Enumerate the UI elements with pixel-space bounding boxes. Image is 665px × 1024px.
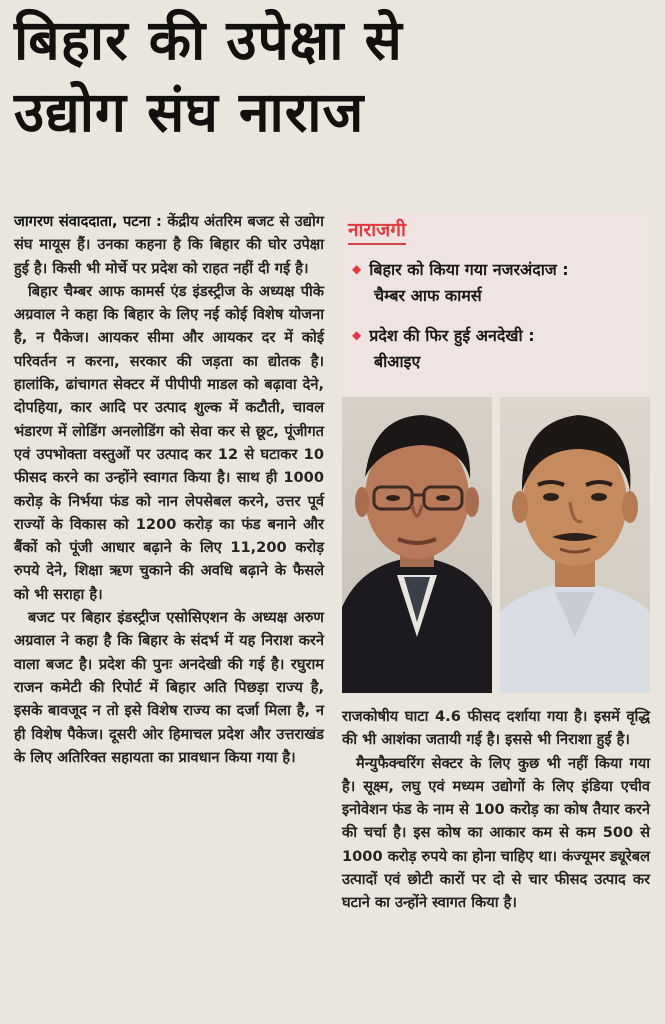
article-column-left xyxy=(14,210,324,769)
diamond-bullet-icon: ◆ xyxy=(352,328,362,342)
portrait-man-glasses-image xyxy=(342,397,492,693)
article-p1-text: केंद्रीय अंतरिम बजट से उद्योग संघ मायूस हैं। उनका कहना है कि बिहार की घोर उपेक्षा हुई है। किसी भी मोर्चे पर प्रदेश को राहत नहीं दी गई है। xyxy=(14,213,324,277)
portrait-man-image xyxy=(500,397,650,693)
article-column-right xyxy=(342,705,650,915)
dateline: जागरण संवाददाता, पटना : xyxy=(14,213,162,230)
photo-man-with-glasses xyxy=(342,397,492,693)
highlight-box xyxy=(342,212,650,392)
highlight-item-1-line-1: बिहार को किया गया नजरअंदाज : xyxy=(369,260,569,279)
headline xyxy=(14,4,654,148)
highlight-item-1 xyxy=(352,256,642,309)
headline-line-2: उद्योग संघ नाराज xyxy=(14,80,365,144)
article-paragraph-3: बजट पर बिहार इंडस्ट्रीज एसोसिएशन के अध्यक्ष अरुण अग्रवाल ने कहा है कि बिहार के संदर्भ में यह निराश करने वाला बजट है। प्रदेश की पुनः अनदेखी की गई है। रघुराम राजन कमेटी की रिपोर्ट में बिहार अति पिछड़ा राज्य है, इसके बावजूद न तो इसे विशेष राज्य का दर्जा मिला है, न ही विशेष पैकेज। दूसरी ओर हिमाचल प्रदेश और उत्तराखंड के लिए अतिरिक्त सहायता का प्रावधान किया गया है। xyxy=(14,609,324,766)
highlight-item-2-line-2: बीआइए xyxy=(374,352,421,371)
diamond-bullet-icon: ◆ xyxy=(352,262,362,276)
highlight-item-1-line-2: चैम्बर आफ कामर्स xyxy=(374,286,482,305)
article-paragraph-5: मैन्युफैक्चरिंग सेक्टर के लिए कुछ भी नहीं किया गया है। सूक्ष्म, लघु एवं मध्यम उद्योगों के लिए इंडिया एचीव इनोवेशन फंड के नाम से 100 करोड़ का कोष तैयार करने की चर्चा है। इस कोष का आकार कम से कम 500 से 1000 करोड़ रुपये का होना चाहिए था। कंज्यूमर ड्यूरेबल उत्पादों एवं छोटी कारों पर दो से चार फीसद उत्पाद कर घटाने का उन्होंने स्वागत किया है। xyxy=(342,754,650,912)
headline-line-1: बिहार की उपेक्षा से xyxy=(14,8,403,72)
highlight-item-2 xyxy=(352,322,642,375)
photo-man-portrait xyxy=(500,397,650,693)
article-paragraph-2: बिहार चैम्बर आफ कामर्स एंड इंडस्ट्रीज के अध्यक्ष पीके अग्रवाल ने कहा कि बिहार के लिए नई कोई विशेष योजना है, न पैकेज। आयकर सीमा और आयकर दर में कोई परिवर्तन न करना, सरकार की जड़ता का द्योतक है। हालांकि, ढांचागत सेक्टर में पीपीपी माडल को बढ़ावा देने, दोपहिया, कार आदि पर उत्पाद शुल्क में कटौती, चावल भंडारण में लोडिंग अनलोडिंग को सेवा कर से छूट, पूंजीगत एवं उपभोक्ता वस्तुओं पर उत्पाद कर 12 से घटाकर 10 फीसद करने का उन्होंने स्वागत किया है। साथ ही 1000 करोड़ के निर्भया फंड को नान लेपसेबल करने, उत्तर पूर्व राज्यों के विकास को 1200 करोड़ का फंड बनाने और बैंकों को पूंजी आधार बढ़ाने के लिए 11,200 करोड़ रुपये देने, शिक्षा ऋण चुकाने की अवधि बढ़ाने के फैसले को भी सराहा है। xyxy=(14,282,324,603)
highlight-box-title: नाराजगी xyxy=(348,216,406,245)
highlight-item-2-line-1: प्रदेश की फिर हुई अनदेखी : xyxy=(369,326,535,345)
article-paragraph-1 xyxy=(14,210,324,280)
article-paragraph-4: राजकोषीय घाटा 4.6 फीसद दर्शाया गया है। इसमें वृद्धि की भी आशंका जतायी गई है। इससे भी निराशा हुई है। xyxy=(342,708,650,749)
